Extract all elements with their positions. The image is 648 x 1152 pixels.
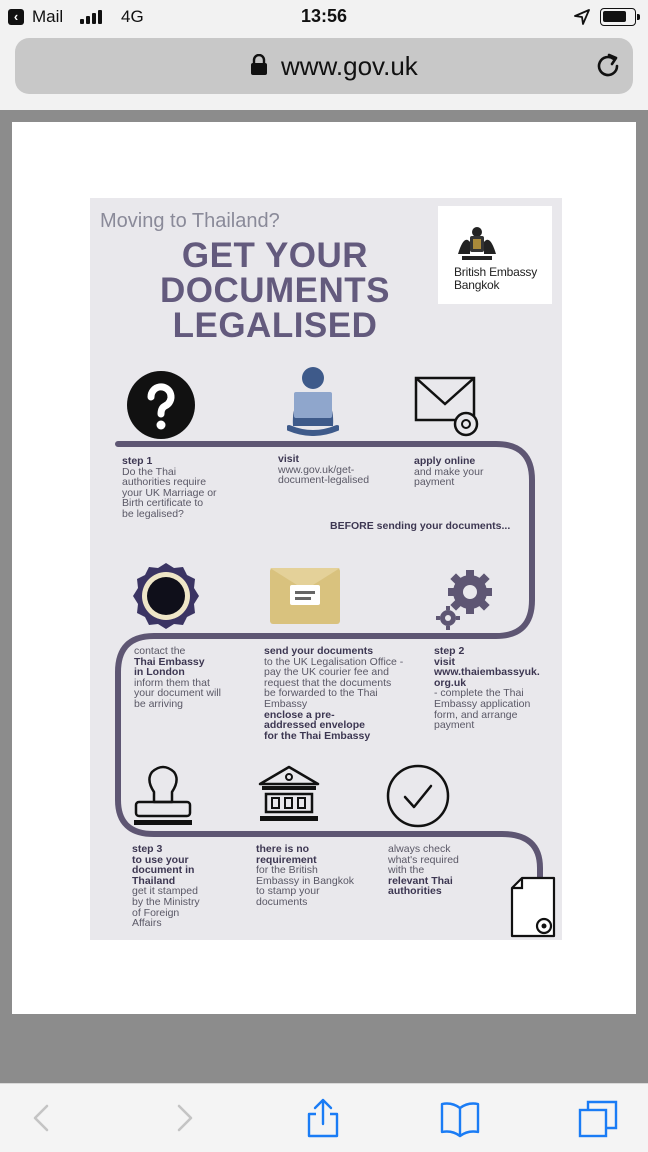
back-app-label[interactable]: Mail (32, 7, 64, 26)
checkmark-circle-icon (386, 764, 450, 828)
forward-icon[interactable] (164, 1098, 204, 1138)
clock: 13:56 (300, 6, 348, 26)
question-mark-icon (126, 370, 196, 440)
document-settings-icon (508, 876, 558, 940)
rubber-stamp-icon (132, 764, 194, 828)
tabs-icon[interactable] (578, 1098, 618, 1138)
location-arrow-icon (574, 9, 590, 25)
send-documents-text: send your documents to the UK Legalisation Office - pay the UK courier fee and request that the documents be forwarded to the Thai Embassy enclose a pre- addressed envelope for the Thai Embassy (264, 645, 404, 742)
contact-thai-embassy-text: contact the Thai Embassy in London inform them that your document will be arriving (134, 645, 221, 710)
document-sheet (12, 122, 636, 1014)
before-sending-note: BEFORE sending your documents... (330, 520, 511, 532)
bookmarks-icon[interactable] (440, 1098, 480, 1138)
lock-icon (250, 54, 268, 76)
status-bar (0, 0, 648, 34)
url-field[interactable] (15, 38, 633, 94)
page-viewport[interactable] (0, 110, 648, 1083)
back-to-app-icon[interactable]: ‹ (8, 9, 24, 25)
settings-gears-icon (436, 568, 494, 630)
url-text[interactable]: www.gov.uk (281, 51, 418, 81)
share-icon[interactable] (303, 1098, 343, 1138)
network-type: 4G (121, 7, 144, 26)
government-building-icon (256, 764, 322, 826)
battery-icon (600, 8, 636, 26)
laptop-user-icon (287, 366, 339, 436)
poster-kicker: Moving to Thailand? (100, 210, 280, 232)
no-requirement-text: there is no requirement for the British Embassy in Bangkok to stamp your documents (256, 843, 355, 908)
browser-toolbar (0, 1083, 648, 1152)
browser-address-bar (0, 34, 648, 110)
email-icon (414, 376, 482, 438)
embassy-logo (438, 206, 552, 304)
visit-text: visit www.gov.uk/get- document-legalised (278, 453, 370, 487)
royal-crest-icon (454, 224, 500, 264)
poster-headline: GET YOUR DOCUMENTS LEGALISED (159, 236, 391, 345)
apply-online-text: apply online and make your payment (414, 455, 484, 489)
step2-text: step 2 visit www.thaiembassyuk. org.uk - complete the Thai Embassy application form, and arrange payment (434, 645, 540, 732)
embassy-name: British Embassy Bangkok (454, 265, 538, 292)
envelope-document-icon (270, 568, 340, 624)
step3-text: step 3 to use your document in Thailand get it stamped by the Ministry of Foreign Affairs (132, 843, 200, 930)
always-check-text: always check what's required with the relevant Thai authorities (388, 843, 459, 898)
back-icon[interactable] (22, 1098, 62, 1138)
seal-badge-icon (132, 562, 200, 630)
reload-icon[interactable] (593, 51, 623, 81)
infographic-poster (90, 198, 562, 940)
step1-text: step 1 Do the Thai authorities require your UK Marriage or Birth certificate to be legalised? (122, 455, 217, 520)
